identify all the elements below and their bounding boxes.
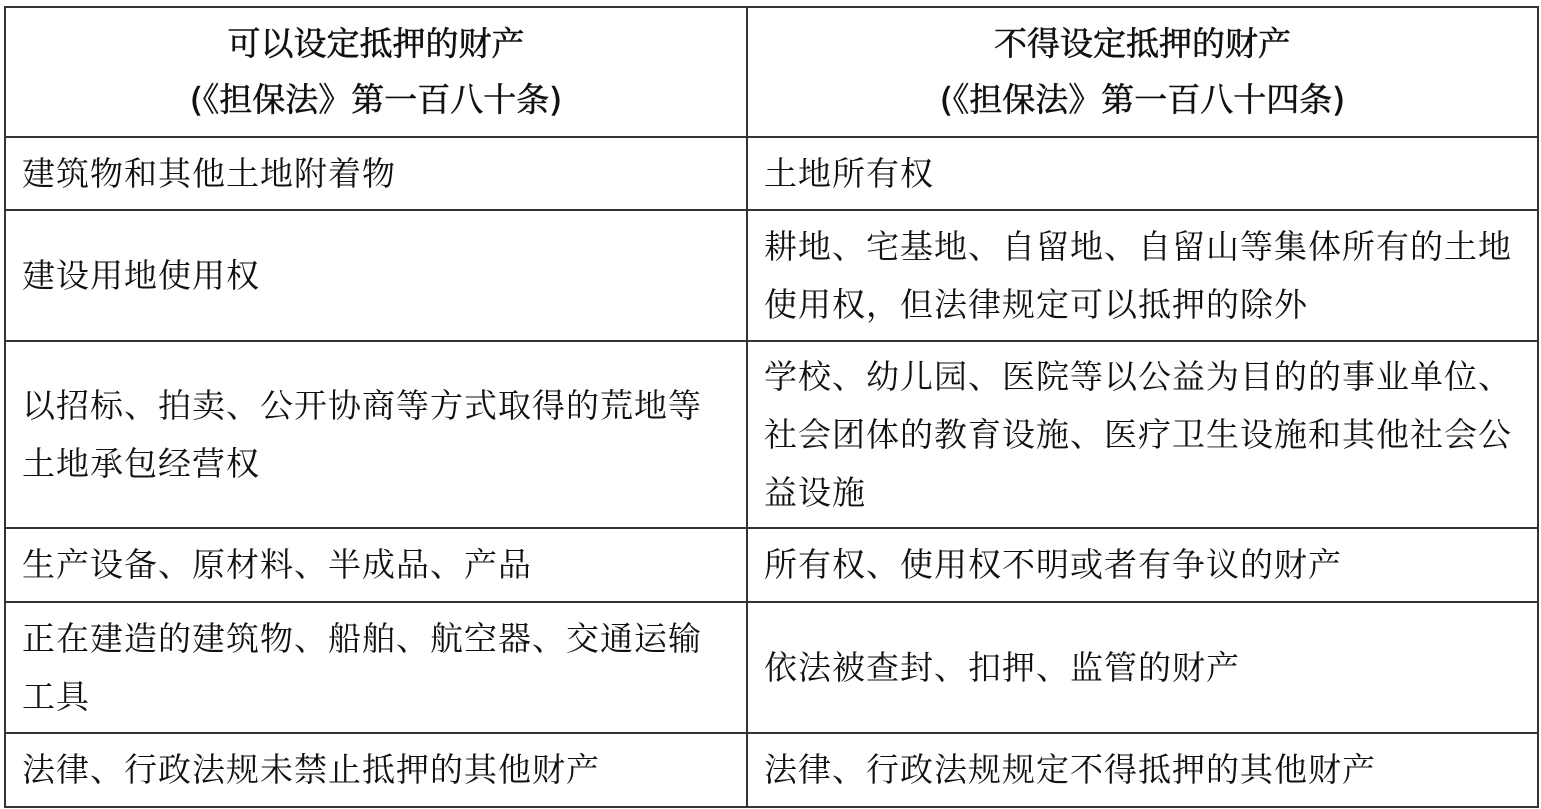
- table-row: [5, 210, 1538, 341]
- header-mortgageable: [5, 7, 747, 137]
- table-row: [5, 341, 1538, 528]
- table-row: [5, 602, 1538, 733]
- table-cell-non-mortgageable: 土地所有权: [747, 137, 1538, 210]
- table-row: [5, 528, 1538, 602]
- table-header-row: [5, 7, 1538, 137]
- table-cell-non-mortgageable: 耕地、宅基地、自留地、自留山等集体所有的土地使用权，但法律规定可以抵押的除外: [747, 210, 1538, 341]
- table-cell-mortgageable: 以招标、拍卖、公开协商等方式取得的荒地等土地承包经营权: [5, 341, 747, 528]
- header-non-mortgageable-subtitle: (《担保法》第一百八十四条): [939, 80, 1346, 119]
- header-non-mortgageable: [747, 7, 1538, 137]
- table-cell-mortgageable: 建筑物和其他土地附着物: [5, 137, 747, 210]
- table-row: [5, 137, 1538, 210]
- table-cell-mortgageable: 正在建造的建筑物、船舶、航空器、交通运输工具: [5, 602, 747, 733]
- header-mortgageable-title: 可以设定抵押的财产: [227, 24, 525, 63]
- header-non-mortgageable-title: 不得设定抵押的财产: [994, 24, 1291, 63]
- table-cell-non-mortgageable: 依法被查封、扣押、监管的财产: [747, 602, 1538, 733]
- table-cell-non-mortgageable: 学校、幼儿园、医院等以公益为目的的事业单位、社会团体的教育设施、医疗卫生设施和其他社会公益设施: [747, 341, 1538, 528]
- table-cell-non-mortgageable: 所有权、使用权不明或者有争议的财产: [747, 528, 1538, 602]
- table-cell-mortgageable: 建设用地使用权: [5, 210, 747, 341]
- header-mortgageable-subtitle: (《担保法》第一百八十条): [189, 80, 563, 119]
- table-row: [5, 733, 1538, 807]
- table-cell-non-mortgageable: 法律、行政法规规定不得抵押的其他财产: [747, 733, 1538, 807]
- table-cell-mortgageable: 法律、行政法规未禁止抵押的其他财产: [5, 733, 747, 807]
- table-cell-mortgageable: 生产设备、原材料、半成品、产品: [5, 528, 747, 602]
- mortgage-property-table: [4, 6, 1539, 808]
